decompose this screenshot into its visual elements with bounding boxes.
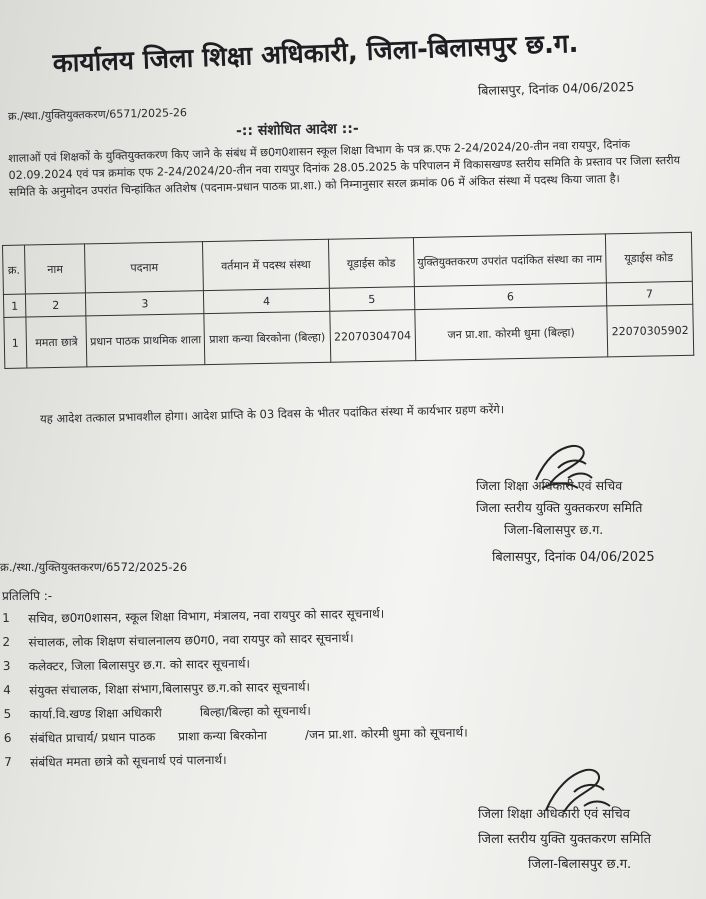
copy-list	[2, 600, 468, 774]
list-item-text: संयुक्त संचालक, शिक्षा संभाग,बिलासपुर छ.ग.को सादर सूचनार्थ।	[29, 679, 311, 698]
order-subject: -:: संशोधित आदेश ::-	[235, 120, 359, 140]
signature-line-designation: जिला शिक्षा अधिकारी एवं सचिव	[476, 478, 623, 493]
office-title: कार्यालय जिला शिक्षा अधिकारी, जिला-बिलासपुर छ.ग.	[52, 28, 579, 79]
signature-line-designation: जिला शिक्षा अधिकारी एवं सचिव	[478, 807, 631, 822]
list-item-number: 3	[2, 658, 11, 673]
list-item-number: 5	[3, 706, 12, 721]
column-number: 7	[606, 281, 693, 306]
signature-line-committee: जिला स्तरीय युक्ति युक्तकरण समिति	[476, 500, 643, 515]
list-item-number: 4	[3, 682, 11, 697]
list-item-text: सचिव, छ0ग0शासन, स्कूल शिक्षा विभाग, मंत्रालय, नवा रायपुर को सादर सूचनार्थ।	[28, 606, 385, 626]
signature-block-2	[478, 802, 651, 877]
column-header-current-institution: वर्तमान में पदस्थ संस्था	[203, 239, 329, 290]
column-number: 4	[204, 288, 330, 313]
cell-current-institution: प्राशा कन्या बिरकोना (बिल्हा)	[204, 311, 330, 364]
effective-notice: यह आदेश तत्काल प्रभावशील होगा। आदेश प्राप्ति के 03 दिवस के भीतर पदांकित संस्था में कार्यभार ग्रहण करेंगे।	[39, 402, 505, 426]
list-item-number: 6	[3, 730, 12, 745]
signature-line-district: जिला-बिलासपुर छ.ग.	[528, 857, 632, 872]
list-item-text: संबंधित प्राचार्य/ प्रधान पाठक प्राशा कन्या बिरकोना /जन प्रा.शा. कोरमी धुमा को सूचनार्थ।	[29, 725, 468, 746]
column-number: 5	[329, 287, 415, 312]
list-item-number: 1	[2, 610, 10, 625]
copy-date: बिलासपुर, दिनांक 04/06/2025	[492, 550, 655, 565]
reference-number: क्र./स्था./युक्तियुक्तकरण/6571/2025-26	[7, 106, 188, 123]
column-number: 1	[3, 294, 25, 317]
order-date: बिलासपुर, दिनांक 04/06/2025	[477, 78, 635, 99]
copy-reference-number: क्र./स्था./युक्तियुक्तकरण/6572/2025-26	[0, 560, 188, 574]
column-header-serial: क्र.	[3, 245, 26, 294]
column-header-udise-code: यूडाईस कोड	[328, 238, 414, 289]
column-number: 6	[414, 283, 606, 310]
column-number: 2	[25, 293, 86, 317]
cell-name: ममता छात्रे	[26, 316, 87, 368]
list-item-number: 2	[2, 634, 11, 649]
list-item-text: संचालक, लोक शिक्षण संचालनालय छ0ग0, नवा रायपुर को सादर सूचनार्थ।	[28, 630, 354, 650]
signature-line-committee: जिला स्तरीय युक्ति युक्तकरण समिति	[478, 832, 652, 847]
signature-line-district: जिला-बिलासपुर छ.ग.	[504, 522, 604, 537]
cell-serial: 1	[4, 317, 27, 368]
cell-new-institution: जन प्रा.शा. कोरमी धुमा (बिल्हा)	[415, 306, 608, 361]
order-paragraph: शालाओं एवं शिक्षकों के युक्तियुक्तकरण किए जाने के संबंध में छ0ग0शासन स्कूल शिक्षा विभाग के पत्र क्र.एफ 2-24/2024/20-तीन नवा रायपुर, दिनांक 02.09.2024 एवं पत्र क्रमांक एफ 2-24/2024/20-तीन नवा रायपुर दिनांक 28.05.2025 के परिपालन में विकासखण्ड स्तरीय समिति के प्रस्ताव पर जिला स्तरीय समिति के अनुमोदन उपरांत चिन्हांकित अतिशेष (पदनाम-प्रधान पाठक प्रा.शा.) को निम्नानुसार सरल क्रमांक 06 में अंकित संस्था में पदस्थ किया जाता है।	[8, 137, 681, 199]
list-item	[4, 744, 468, 774]
list-item-text: कार्या.वि.खण्ड शिक्षा अधिकारी बिल्हा/बिल्हा को सूचनार्थ।	[29, 703, 312, 722]
list-item-number: 7	[4, 754, 12, 769]
column-header-name: नाम	[24, 244, 85, 294]
cell-designation: प्रधान पाठक प्राथमिक शाला	[86, 314, 205, 367]
copy-heading: प्रतिलिपि :-	[2, 589, 53, 603]
posting-table	[2, 232, 694, 369]
signature-block-1	[476, 475, 642, 541]
column-header-new-udise-code: यूडाईस कोड	[605, 232, 692, 283]
column-header-designation: पदनाम	[85, 242, 204, 293]
column-header-new-institution: युक्तियुक्तकरण उपरांत पदांकित संस्था का नाम	[413, 234, 606, 287]
list-item-text: संबंधित ममता छात्रे को सूचनार्थ एवं पालनार्थ।	[30, 752, 227, 770]
cell-new-udise-code: 22070305902	[607, 304, 694, 357]
column-number: 3	[86, 291, 204, 316]
posting-table-wrapper	[2, 231, 706, 369]
cell-udise-code: 22070304704	[329, 310, 415, 363]
list-item-text: कलेक्टर, जिला बिलासपुर छ.ग. को सादर सूचनार्थ।	[28, 656, 251, 674]
